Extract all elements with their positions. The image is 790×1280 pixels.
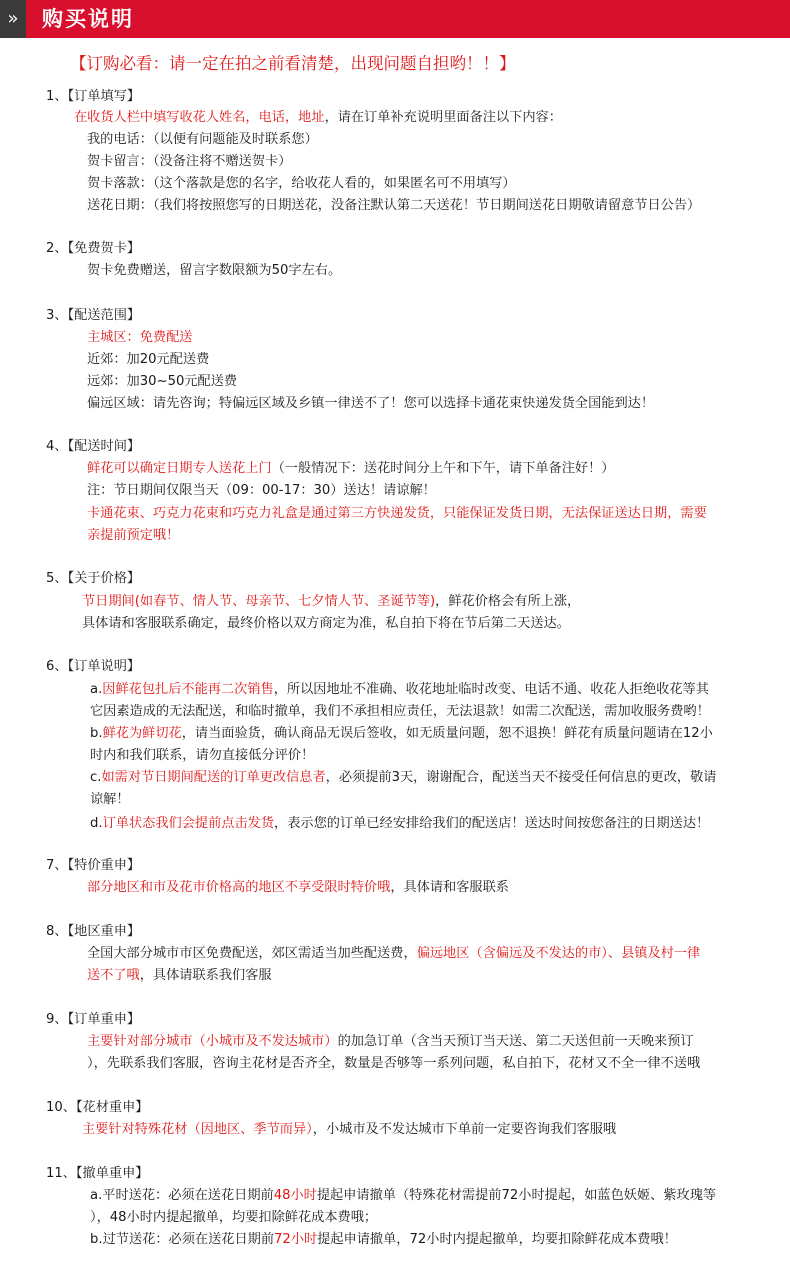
section-heading: 3、【配送范围】 — [46, 308, 141, 323]
section-heading: 10、【花材重申】 — [46, 1100, 149, 1115]
section-line: b.过节送花：必须在送花日期前72小时提起申请撤单，72小时内提起撤单，均要扣除鲜花成本费哦！ — [90, 1232, 677, 1247]
section-line: 鲜花可以确定日期专人送花上门（一般情况下：送花时间分上午和下午，请下单备注好！） — [87, 461, 615, 476]
section-line: 亲提前预定哦！ — [87, 528, 180, 543]
section-line: 节日期间(如春节、情人节、母亲节、七夕情人节、圣诞节等)，鲜花价格会有所上涨， — [82, 594, 581, 609]
section-line: 在收货人栏中填写收花人姓名，电话，地址，请在订单补充说明里面备注以下内容： — [74, 110, 562, 125]
section-line: 主要针对部分城市（小城市及不发达城市）的加急订单（含当天预订当天送、第二天送但前一天晚来预订 — [87, 1034, 694, 1049]
section-line: 贺卡落款：（这个落款是您的名字，给收花人看的，如果匿名可不用填写） — [87, 176, 516, 191]
section-line: 主城区：免费配送 — [87, 330, 193, 345]
section-heading: 5、【关于价格】 — [46, 571, 141, 586]
page-title: 购买说明 — [42, 7, 134, 31]
section-line: a.因鲜花包扎后不能再二次销售，所以因地址不准确、收花地址临时改变、电话不通、收花人拒绝收花等其 — [90, 682, 709, 697]
section-line: 贺卡免费赠送，留言字数限额为50字左右。 — [87, 263, 342, 278]
section-heading: 8、【地区重申】 — [46, 924, 141, 939]
section-line: 具体请和客服联系确定，最终价格以双方商定为准，私自拍下将在节后第二天送达。 — [82, 616, 570, 631]
notice-text: 【订购必看：请一定在拍之前看清楚，出现问题自担哟！！】 — [70, 54, 516, 73]
section-line: 贺卡留言：（没备注将不赠送贺卡） — [87, 154, 292, 169]
section-heading: 9、【订单重申】 — [46, 1012, 141, 1027]
section-line: 远郊：加30~50元配送费 — [87, 374, 238, 389]
section-heading: 7、【特价重申】 — [46, 858, 141, 873]
section-line: ），48小时内提起撤单，均要扣除鲜花成本费哦； — [90, 1210, 378, 1225]
section-line: 注：节日期间仅限当天（09：00-17：30）送达！请谅解！ — [87, 483, 436, 498]
section-line: 送花日期：（我们将按照您写的日期送花，没备注默认第二天送花！节日期间送花日期敬请留意节日公告） — [87, 198, 701, 213]
section-heading: 1、【订单填写】 — [46, 89, 141, 104]
section-heading: 4、【配送时间】 — [46, 439, 141, 454]
section-line: 我的电话：（以便有问题能及时联系您） — [87, 132, 318, 147]
section-heading: 11、【撤单重申】 — [46, 1166, 149, 1181]
section-line: 时内和我们联系，请勿直接低分评价！ — [90, 748, 315, 763]
section-line: ），先联系我们客服，咨询主花材是否齐全，数量是否够等一系列问题，私自拍下，花材又不全一律不送哦 — [87, 1056, 701, 1071]
section-heading: 6、【订单说明】 — [46, 659, 141, 674]
section-line: 偏远区域：请先咨询；特偏远区域及乡镇一律送不了！您可以选择卡通花束快递发货全国能到达！ — [87, 396, 655, 411]
section-line: d.订单状态我们会提前点击发货，表示您的订单已经安排给我们的配送店！送达时间按您备注的日期送达！ — [90, 816, 710, 831]
section-line: 送不了哦，具体请联系我们客服 — [87, 968, 272, 983]
section-line: 近郊：加20元配送费 — [87, 352, 210, 367]
section-line: 它因素造成的无法配送，和临时撤单，我们不承担相应责任，无法退款！如需二次配送，需加收服务费哟！ — [90, 704, 710, 719]
chevron-icon: » — [0, 0, 26, 38]
section-line: 部分地区和市及花市价格高的地区不享受限时特价哦，具体请和客服联系 — [87, 880, 509, 895]
section-line: b.鲜花为鲜切花，请当面验货，确认商品无误后签收，如无质量问题，恕不退换！鲜花有质量问题请在12小 — [90, 726, 713, 741]
section-line: 主要针对特殊花材（因地区、季节而异），小城市及不发达城市下单前一定要咨询我们客服哦 — [82, 1122, 617, 1137]
section-line: 卡通花束、巧克力花束和巧克力礼盒是通过第三方快递发货，只能保证发货日期，无法保证送达日期，需要 — [87, 506, 707, 521]
section-line: 全国大部分城市市区免费配送，郊区需适当加些配送费，偏远地区（含偏远及不发达的市）、县镇及村一律 — [87, 946, 701, 961]
title-bar — [26, 0, 790, 38]
section-heading: 2、【免费贺卡】 — [46, 241, 141, 256]
section-line: a.平时送花：必须在送花日期前48小时提起申请撤单（特殊花材需提前72小时提起，如蓝色妖姬、紫玫瑰等 — [90, 1188, 717, 1203]
header-bar — [0, 0, 790, 38]
section-line: 谅解！ — [90, 792, 130, 807]
section-line: c.如需对节日期间配送的订单更改信息者，必须提前3天，谢谢配合，配送当天不接受任何信息的更改，敬请 — [90, 770, 717, 785]
